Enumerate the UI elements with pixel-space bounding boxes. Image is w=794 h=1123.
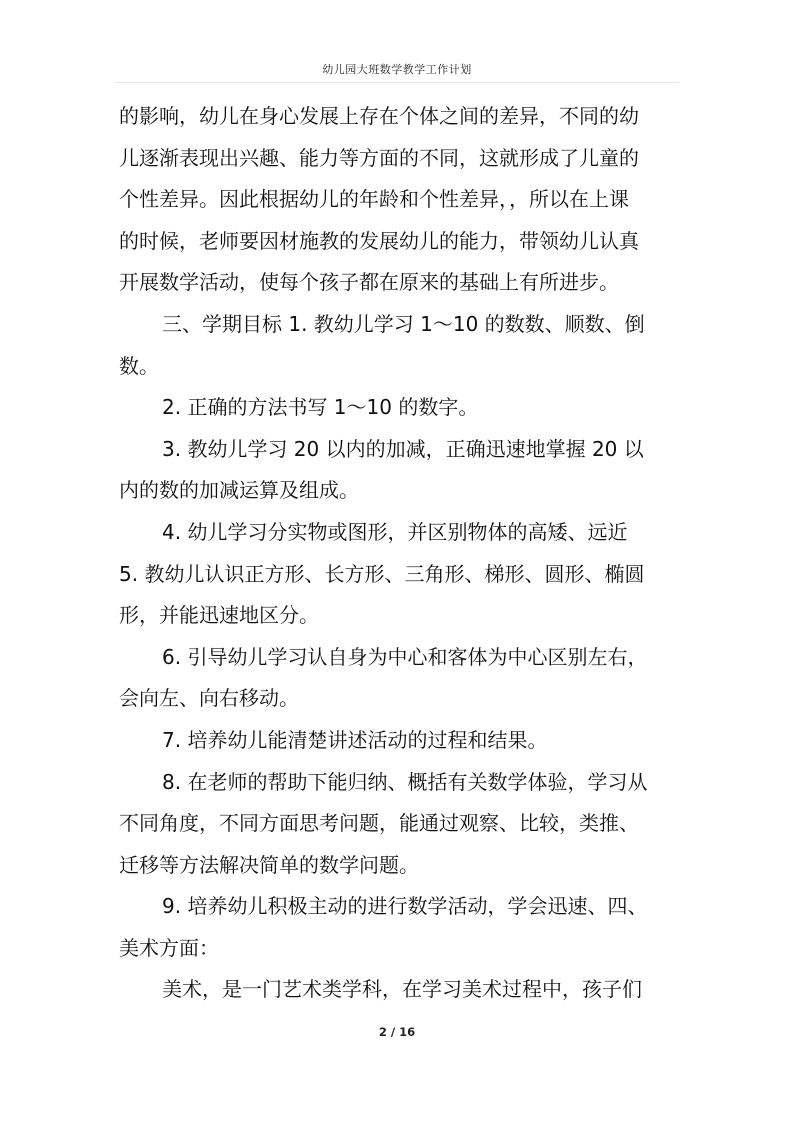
text-line: 儿逐渐表现出兴趣、能力等方面的不同，这就形成了儿童的 <box>119 145 639 170</box>
text-line: 8. 在老师的帮助下能归纳、概括有关数学体验，学习从 <box>162 769 648 794</box>
header-divider <box>115 82 679 83</box>
text-line: 的影响，幼儿在身心发展上存在个体之间的差异，不同的幼 <box>119 104 639 128</box>
text-line: 3. 教幼儿学习 20 以内的加减，正确迅速地掌握 20 以 <box>162 436 644 461</box>
text-line: 美术，是一门艺术类学科，在学习美术过程中，孩子们 <box>162 977 642 1002</box>
text-line: 会向左、向右移动。 <box>119 686 299 711</box>
text-line: 美术方面： <box>119 935 219 960</box>
document-body <box>119 96 681 1011</box>
text-line: 个性差异。因此根据幼儿的年龄和个性差异，，所以在上课 <box>119 187 629 212</box>
text-line: 内的数的加减运算及组成。 <box>119 478 359 503</box>
text-line: 迁移等方法解决简单的数学问题。 <box>119 852 419 877</box>
text-line: 数。 <box>119 353 159 378</box>
text-line: 6. 引导幼儿学习认自身为中心和客体为中心区别左右， <box>162 644 648 669</box>
text-line: 形，并能迅速地区分。 <box>119 603 319 628</box>
text-line: 7. 培养幼儿能清楚讲述活动的过程和结果。 <box>162 727 548 752</box>
page-number: 2 / 16 <box>378 1025 416 1039</box>
text-line: 开展数学活动，使每个孩子都在原来的基础上有所进步。 <box>119 270 619 295</box>
text-line: 9. 培养幼儿积极主动的进行数学活动，学会迅速、四、 <box>162 894 648 919</box>
text-line: 5. 教幼儿认识正方形、长方形、三角形、梯形、圆形、椭圆 <box>119 561 645 586</box>
text-line: 不同角度，不同方面思考问题，能通过观察、比较，类推、 <box>119 811 639 836</box>
text-line: 4. 幼儿学习分实物或图形，并区别物体的高矮、远近 <box>162 519 628 544</box>
text-line: 的时候，老师要因材施教的发展幼儿的能力，带领幼儿认真 <box>119 228 639 253</box>
text-line: 2. 正确的方法书写 1～10 的数字。 <box>162 395 479 420</box>
page-header: 幼儿园大班数学教学工作计划 <box>322 63 472 76</box>
text-line: 三、学期目标 1. 教幼儿学习 1～10 的数数、顺数、倒 <box>162 311 645 336</box>
